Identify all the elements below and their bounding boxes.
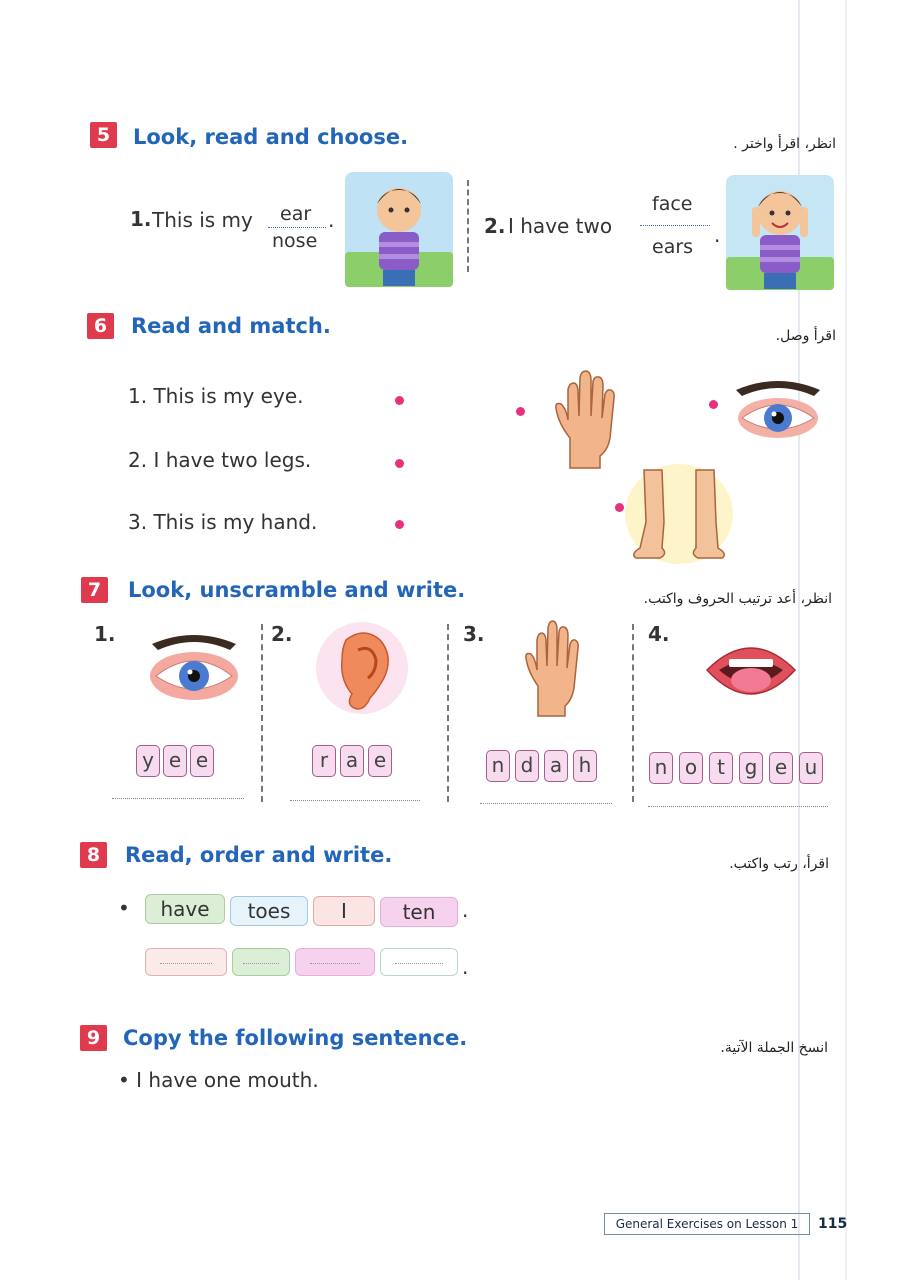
period: .	[714, 223, 721, 247]
question-number: 1.	[130, 207, 152, 231]
question-number: 2.	[484, 214, 506, 238]
item-number: 2.	[271, 622, 293, 646]
arabic-instruction: انسخ الجملة الآتية.	[720, 1040, 828, 1056]
match-item: 1. This is my eye.	[128, 384, 304, 408]
hand-icon	[522, 618, 582, 718]
boy-touching-nose-image	[345, 172, 453, 287]
eye-icon	[146, 630, 242, 704]
match-item: 3. This is my hand.	[128, 510, 318, 534]
arabic-instruction: اقرأ، رتب واكتب.	[729, 856, 829, 872]
letter-tile: h	[573, 750, 597, 782]
divider	[261, 624, 263, 802]
word-tile[interactable]: toes	[230, 896, 308, 926]
period: .	[462, 955, 469, 979]
letter-tile: g	[739, 752, 763, 784]
option-a[interactable]: face	[652, 193, 693, 215]
option-b[interactable]: ears	[652, 236, 694, 258]
divider	[447, 624, 449, 802]
section-title: Read and match.	[131, 314, 331, 338]
answer-line	[268, 227, 326, 228]
match-dot[interactable]	[615, 503, 624, 512]
eye-icon	[732, 378, 824, 444]
section-number: 5	[90, 122, 117, 148]
section-number: 7	[81, 577, 108, 603]
letter-tile: a	[544, 750, 568, 782]
arabic-instruction: انظر، اقرأ واختر .	[733, 136, 836, 152]
match-dot[interactable]	[709, 400, 718, 409]
page-edge-line	[845, 0, 847, 1280]
bullet: •	[118, 896, 130, 920]
letter-tile: e	[769, 752, 793, 784]
answer-box[interactable]	[232, 948, 290, 976]
divider	[467, 180, 469, 272]
page-number: 115	[818, 1216, 848, 1232]
item-number: 3.	[463, 622, 485, 646]
arabic-instruction: انظر، أعد ترتيب الحروف واكتب.	[643, 591, 832, 607]
period: .	[462, 898, 469, 922]
section-number: 8	[80, 842, 107, 868]
section-title: Look, unscramble and write.	[128, 578, 466, 602]
legs-icon	[624, 462, 734, 564]
letter-tile: e	[368, 745, 392, 777]
mouth-icon	[703, 632, 799, 712]
question-text: I have two	[508, 214, 613, 238]
answer-line[interactable]	[112, 798, 244, 799]
letter-tile: n	[486, 750, 510, 782]
letter-tile: o	[679, 752, 703, 784]
section-title: Copy the following sentence.	[123, 1026, 468, 1050]
letter-tile: d	[515, 750, 539, 782]
section-title: Read, order and write.	[125, 843, 393, 867]
divider	[632, 624, 634, 802]
lesson-label: General Exercises on Lesson 1	[604, 1213, 810, 1235]
word-tile[interactable]: ten	[380, 897, 458, 927]
option-b[interactable]: nose	[272, 230, 318, 252]
answer-line[interactable]	[290, 800, 420, 801]
match-item: 2. I have two legs.	[128, 448, 312, 472]
answer-line	[640, 225, 710, 226]
option-a[interactable]: ear	[280, 203, 312, 225]
letter-tile: e	[190, 745, 214, 777]
answer-box[interactable]	[145, 948, 227, 976]
item-number: 1.	[94, 622, 116, 646]
letter-tile: a	[340, 745, 364, 777]
letter-tile: n	[649, 752, 673, 784]
word-tile[interactable]: I	[313, 896, 375, 926]
section-number: 6	[87, 313, 114, 339]
letter-tile: t	[709, 752, 733, 784]
letter-tile: r	[312, 745, 336, 777]
answer-box[interactable]	[295, 948, 375, 976]
letter-tile: e	[163, 745, 187, 777]
match-dot[interactable]	[395, 396, 404, 405]
answer-line[interactable]	[648, 806, 828, 807]
answer-box[interactable]	[380, 948, 458, 976]
item-number: 4.	[648, 622, 670, 646]
boy-touching-ears-image	[726, 175, 834, 290]
word-tile[interactable]: have	[145, 894, 225, 924]
match-dot[interactable]	[395, 459, 404, 468]
answer-line[interactable]	[480, 803, 612, 804]
match-dot[interactable]	[516, 407, 525, 416]
period: .	[328, 208, 335, 232]
question-text: This is my	[152, 208, 253, 232]
arabic-instruction: اقرأ وصل.	[775, 328, 836, 344]
letter-tile: u	[799, 752, 823, 784]
section-title: Look, read and choose.	[133, 125, 409, 149]
letter-tile: y	[136, 745, 160, 777]
match-dot[interactable]	[395, 520, 404, 529]
sentence-to-copy: • I have one mouth.	[118, 1068, 319, 1092]
section-number: 9	[80, 1025, 107, 1051]
hand-icon	[550, 368, 620, 470]
ear-icon	[312, 620, 412, 716]
